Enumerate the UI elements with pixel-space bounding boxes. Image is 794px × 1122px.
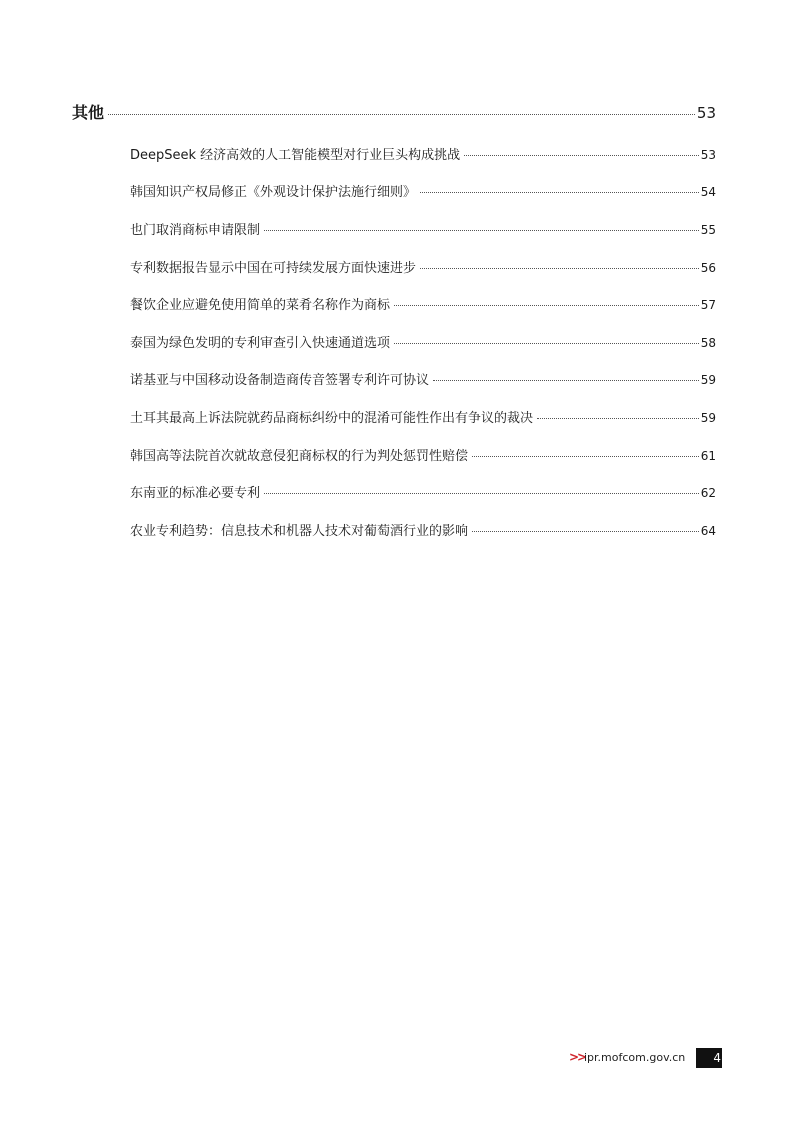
dot-leader <box>394 343 699 344</box>
toc-entry-title: 餐饮企业应避免使用简单的菜肴名称作为商标 <box>130 298 391 313</box>
toc-entry-page: 53 <box>700 148 716 162</box>
toc-entry[interactable] <box>130 369 716 388</box>
toc-entry[interactable] <box>130 181 716 200</box>
dot-leader <box>472 531 699 532</box>
dot-leader <box>433 380 699 381</box>
toc-section-other[interactable] <box>72 100 716 123</box>
toc-entry[interactable] <box>130 445 716 464</box>
toc-entry-page: 56 <box>700 261 716 275</box>
toc-section-title: 其他 <box>72 103 105 122</box>
toc-entry-title: 专利数据报告显示中国在可持续发展方面快速进步 <box>130 261 417 276</box>
toc-entry-title: 东南亚的标准必要专利 <box>130 486 261 501</box>
dot-leader <box>264 230 699 231</box>
toc-entry-page: 61 <box>700 449 716 463</box>
toc-entry-title: 农业专利趋势：信息技术和机器人技术对葡萄酒行业的影响 <box>130 524 469 539</box>
dot-leader <box>464 155 699 156</box>
dot-leader <box>394 305 699 306</box>
double-chevron-right-icon: >> <box>569 1050 586 1064</box>
toc-entry[interactable] <box>130 520 716 539</box>
toc-section-page: 53 <box>696 104 716 122</box>
toc-entry-title: 韩国知识产权局修正《外观设计保护法施行细则》 <box>130 185 417 200</box>
toc-entry-title: 泰国为绿色发明的专利审查引入快速通道选项 <box>130 336 391 351</box>
dot-leader <box>420 268 699 269</box>
toc-entry-page: 57 <box>700 298 716 312</box>
dot-leader <box>537 418 699 419</box>
toc-entry[interactable] <box>130 219 716 238</box>
toc-entry[interactable] <box>130 482 716 501</box>
toc-entry-page: 55 <box>700 223 716 237</box>
dot-leader <box>472 456 699 457</box>
toc-entry[interactable] <box>130 294 716 313</box>
toc-entry[interactable] <box>130 332 716 351</box>
toc-entry-page: 62 <box>700 486 716 500</box>
toc-entry[interactable] <box>130 144 716 163</box>
page-footer <box>0 1048 794 1068</box>
toc-entry[interactable] <box>130 257 716 276</box>
toc-entry-title: DeepSeek 经济高效的人工智能模型对行业巨头构成挑战 <box>130 148 461 163</box>
toc-entry-page: 64 <box>700 524 716 538</box>
toc-entry-page: 54 <box>700 185 716 199</box>
toc-entry-title: 也门取消商标申请限制 <box>130 223 261 238</box>
page-number: 4 <box>696 1048 722 1068</box>
toc-entry-page: 59 <box>700 411 716 425</box>
dot-leader <box>420 192 699 193</box>
dot-leader <box>264 493 699 494</box>
toc-entry-title: 土耳其最高上诉法院就药品商标纠纷中的混淆可能性作出有争议的裁决 <box>130 411 534 426</box>
toc-entry[interactable] <box>130 407 716 426</box>
toc-entry-title: 韩国高等法院首次就故意侵犯商标权的行为判处惩罚性赔偿 <box>130 449 469 464</box>
toc-entry-page: 59 <box>700 373 716 387</box>
toc-entry-title: 诺基亚与中国移动设备制造商传音签署专利许可协议 <box>130 373 430 388</box>
toc-entry-page: 58 <box>700 336 716 350</box>
dot-leader <box>108 114 695 115</box>
footer-site-link[interactable]: ipr.mofcom.gov.cn <box>584 1051 686 1064</box>
